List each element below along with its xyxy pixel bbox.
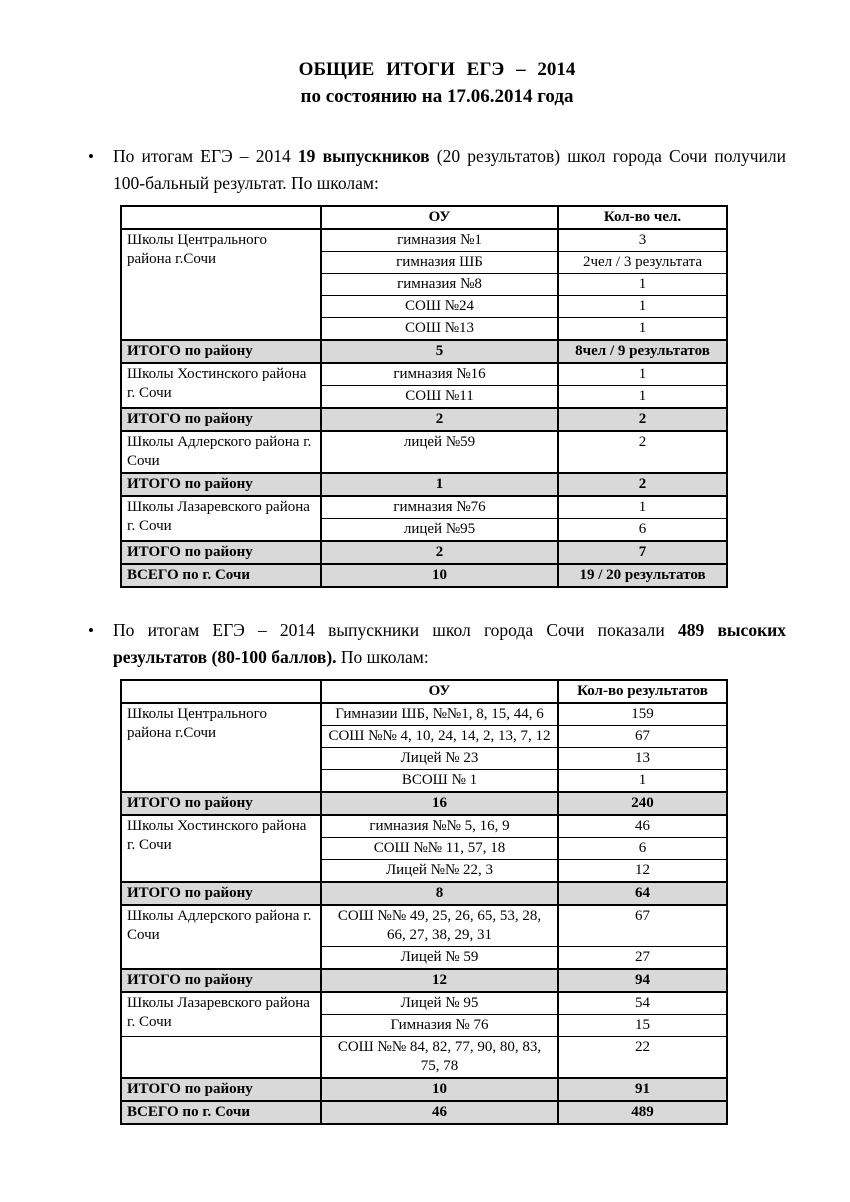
bullet-item-high-scores [88, 617, 786, 671]
count-cell: 6 [558, 519, 727, 542]
district-cell: Школы Центрального района г.Сочи [121, 229, 321, 340]
count-cell: 1 [558, 274, 727, 296]
high-scores-table [120, 679, 728, 1125]
district-cell: ИТОГО по району [121, 541, 321, 564]
district-total-row [121, 882, 727, 905]
header-row [121, 206, 727, 229]
school-cell: СОШ №№ 49, 25, 26, 65, 53, 28, 66, 27, 38, 29, 31 [321, 905, 558, 947]
district-cell: ВСЕГО по г. Сочи [121, 1101, 321, 1124]
district-total-row [121, 473, 727, 496]
count-cell: 8чел / 9 результатов [558, 340, 727, 363]
data-row [121, 703, 727, 726]
school-cell: 1 [321, 473, 558, 496]
school-cell: 12 [321, 969, 558, 992]
count-cell: 54 [558, 992, 727, 1015]
school-cell: гимназия №8 [321, 274, 558, 296]
bullet-icon: • [88, 147, 94, 166]
header-count-cell: Кол-во чел. [558, 206, 727, 229]
count-cell: 19 / 20 результатов [558, 564, 727, 587]
school-cell: гимназия №16 [321, 363, 558, 386]
bullet-text-high-scores [113, 617, 786, 671]
district-total-row [121, 541, 727, 564]
count-cell: 13 [558, 748, 727, 770]
title-line-2: по состоянию на 17.06.2014 года [300, 86, 574, 107]
header-ou-cell: ОУ [321, 206, 558, 229]
count-cell: 2 [558, 431, 727, 473]
district-cell: Школы Хостинского района г. Сочи [121, 363, 321, 408]
count-cell: 22 [558, 1037, 727, 1079]
bullet-item-100-results [88, 143, 786, 197]
count-cell: 6 [558, 838, 727, 860]
data-row [121, 431, 727, 473]
school-cell: гимназия №№ 5, 16, 9 [321, 815, 558, 838]
count-cell: 46 [558, 815, 727, 838]
school-cell: 46 [321, 1101, 558, 1124]
district-cell: Школы Лазаревского района г. Сочи [121, 496, 321, 541]
district-cell: Школы Адлерского района г. Сочи [121, 431, 321, 473]
school-cell: СОШ №24 [321, 296, 558, 318]
bullet-text-100-results [113, 143, 786, 197]
header-ou-cell: ОУ [321, 680, 558, 703]
school-cell: лицей №59 [321, 431, 558, 473]
district-cell [121, 1037, 321, 1079]
count-cell: 1 [558, 318, 727, 341]
count-cell: 1 [558, 770, 727, 793]
count-cell: 7 [558, 541, 727, 564]
school-cell: Гимназии ШБ, №№1, 8, 15, 44, 6 [321, 703, 558, 726]
count-cell: 240 [558, 792, 727, 815]
district-total-row [121, 1078, 727, 1101]
bullet-2-bold: 489 высоких результатов (80-100 баллов). [113, 620, 786, 667]
count-cell: 489 [558, 1101, 727, 1124]
count-cell: 1 [558, 496, 727, 519]
data-row [121, 992, 727, 1015]
district-cell: ВСЕГО по г. Сочи [121, 564, 321, 587]
data-row [121, 363, 727, 386]
document-title [88, 56, 786, 110]
school-cell: Лицей № 59 [321, 947, 558, 970]
grand-total-row [121, 564, 727, 587]
school-cell: гимназия ШБ [321, 252, 558, 274]
district-total-row [121, 792, 727, 815]
school-cell: гимназия №1 [321, 229, 558, 252]
data-row [121, 496, 727, 519]
data-row [121, 815, 727, 838]
district-cell: ИТОГО по району [121, 340, 321, 363]
count-cell: 67 [558, 905, 727, 947]
district-cell: Школы Центрального района г.Сочи [121, 703, 321, 792]
school-cell: 10 [321, 1078, 558, 1101]
data-row [121, 229, 727, 252]
count-cell: 2чел / 3 результата [558, 252, 727, 274]
header-count-cell: Кол-во результатов [558, 680, 727, 703]
count-cell: 12 [558, 860, 727, 883]
school-cell: СОШ №11 [321, 386, 558, 409]
school-cell: 16 [321, 792, 558, 815]
district-cell: ИТОГО по району [121, 882, 321, 905]
school-cell: Лицей №№ 22, 3 [321, 860, 558, 883]
district-total-row [121, 340, 727, 363]
school-cell: 2 [321, 408, 558, 431]
header-row [121, 680, 727, 703]
data-row [121, 1037, 727, 1079]
district-total-row [121, 408, 727, 431]
district-total-row [121, 969, 727, 992]
count-cell: 64 [558, 882, 727, 905]
district-cell: Школы Хостинского района г. Сочи [121, 815, 321, 882]
school-cell: Лицей № 23 [321, 748, 558, 770]
school-cell: лицей №95 [321, 519, 558, 542]
district-cell: ИТОГО по району [121, 969, 321, 992]
count-cell: 1 [558, 363, 727, 386]
school-cell: СОШ №№ 4, 10, 24, 14, 2, 13, 7, 12 [321, 726, 558, 748]
district-cell: ИТОГО по району [121, 792, 321, 815]
school-cell: 8 [321, 882, 558, 905]
data-row [121, 905, 727, 947]
bullet-1-bold: 19 выпускников [297, 146, 430, 166]
count-cell: 159 [558, 703, 727, 726]
school-cell: ВСОШ № 1 [321, 770, 558, 793]
results-100-table [120, 205, 728, 588]
bullet-1-post: (20 результатов) школ города Сочи получили 100-бальный результат. По школам: [113, 146, 786, 193]
district-cell: ИТОГО по району [121, 408, 321, 431]
bullet-1-pre: По итогам ЕГЭ – 2014 [113, 146, 298, 166]
school-cell: 2 [321, 541, 558, 564]
count-cell: 2 [558, 473, 727, 496]
count-cell: 91 [558, 1078, 727, 1101]
header-district-cell [121, 206, 321, 229]
school-cell: СОШ №№ 11, 57, 18 [321, 838, 558, 860]
district-cell: Школы Адлерского района г. Сочи [121, 905, 321, 969]
count-cell: 15 [558, 1015, 727, 1037]
count-cell: 2 [558, 408, 727, 431]
header-district-cell [121, 680, 321, 703]
district-cell: ИТОГО по району [121, 1078, 321, 1101]
count-cell: 94 [558, 969, 727, 992]
count-cell: 1 [558, 386, 727, 409]
count-cell: 67 [558, 726, 727, 748]
grand-total-row [121, 1101, 727, 1124]
bullet-2-pre: По итогам ЕГЭ – 2014 выпускники школ города Сочи показали [113, 620, 678, 640]
school-cell: Гимназия № 76 [321, 1015, 558, 1037]
school-cell: СОШ №13 [321, 318, 558, 341]
bullet-2-post: По школам: [336, 647, 429, 667]
school-cell: 5 [321, 340, 558, 363]
district-cell: Школы Лазаревского района г. Сочи [121, 992, 321, 1037]
district-cell: ИТОГО по району [121, 473, 321, 496]
bullet-icon: • [88, 621, 94, 640]
school-cell: 10 [321, 564, 558, 587]
title-line-1: ОБЩИЕ ИТОГИ ЕГЭ – 2014 [298, 59, 576, 80]
count-cell: 27 [558, 947, 727, 970]
school-cell: гимназия №76 [321, 496, 558, 519]
count-cell: 1 [558, 296, 727, 318]
count-cell: 3 [558, 229, 727, 252]
school-cell: СОШ №№ 84, 82, 77, 90, 80, 83, 75, 78 [321, 1037, 558, 1079]
school-cell: Лицей № 95 [321, 992, 558, 1015]
